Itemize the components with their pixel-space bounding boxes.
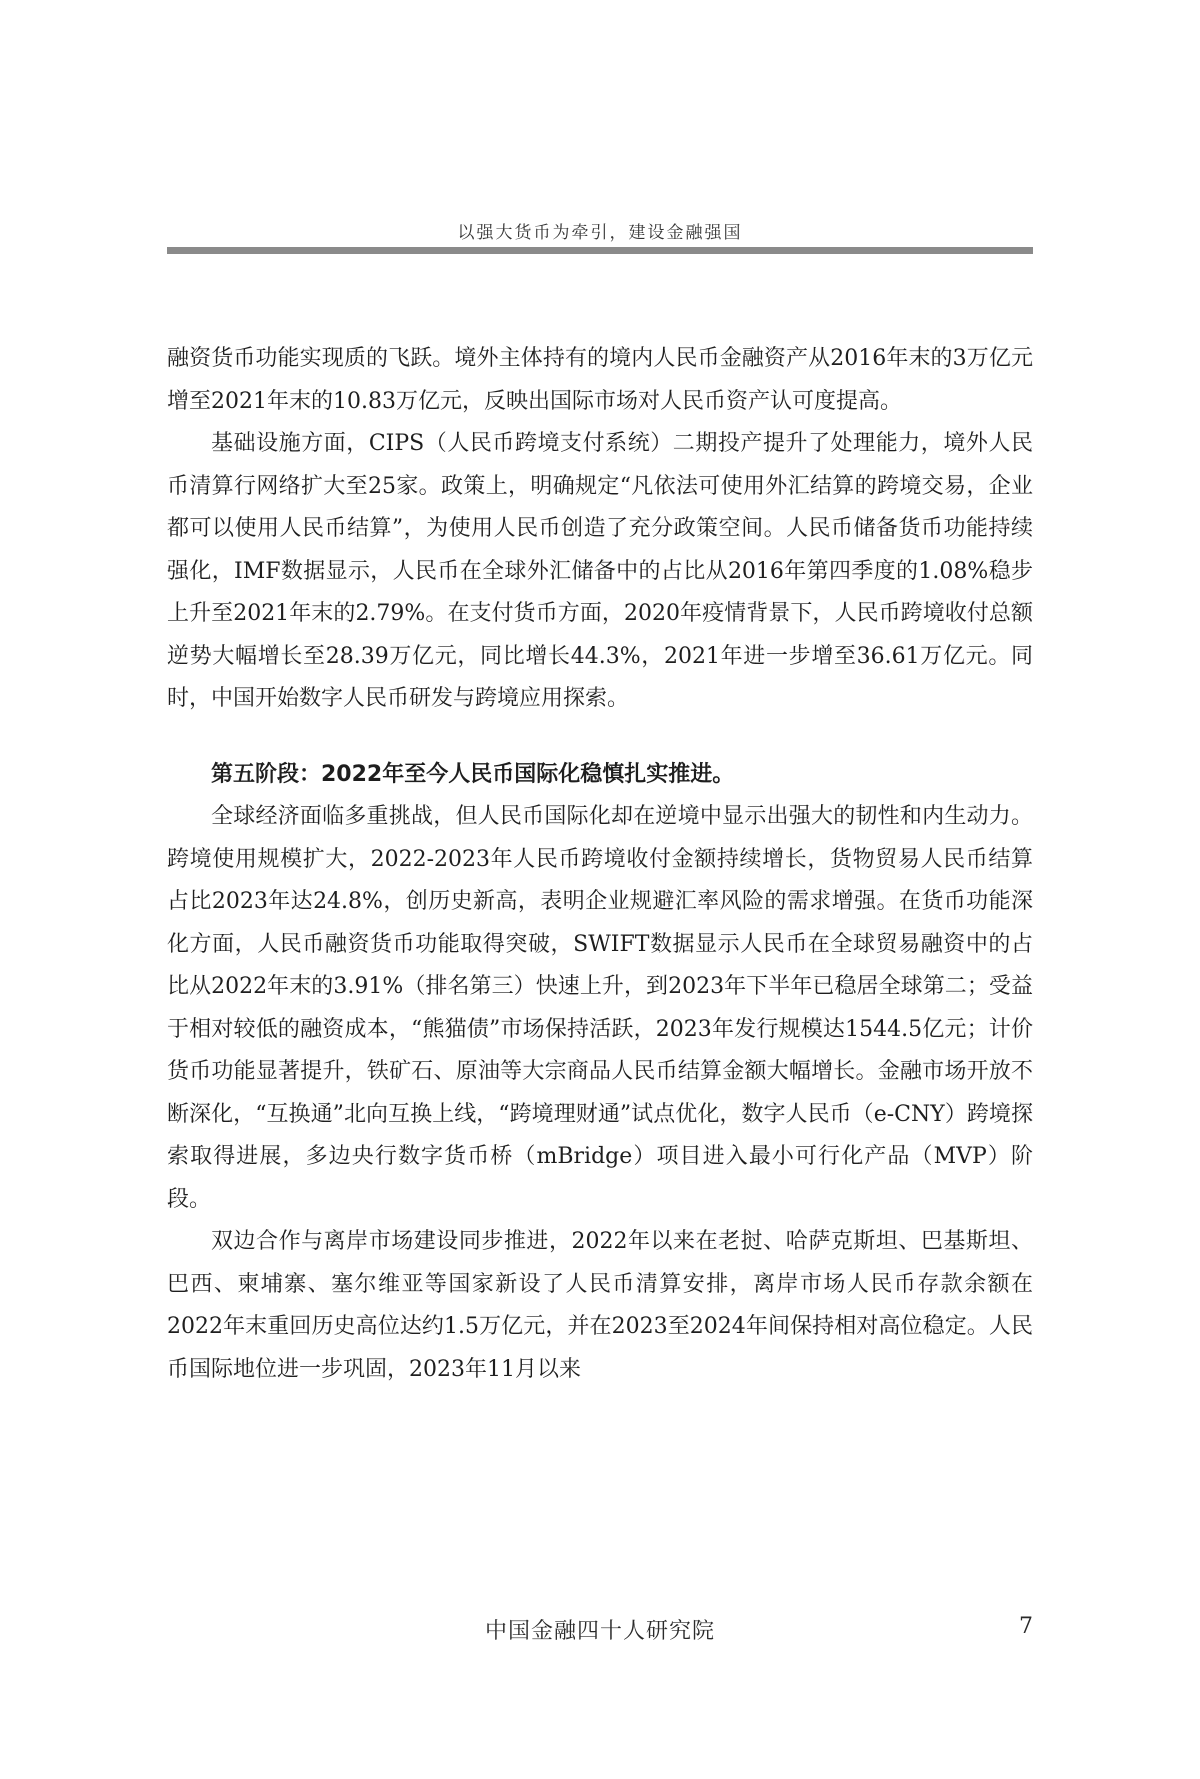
paragraph-bilateral-cooperation: 双边合作与离岸市场建设同步推进，2022年以来在老挝、哈萨克斯坦、巴基斯坦、巴西、柬埔寨、塞尔维亚等国家新设了人民币清算安排，离岸市场人民币存款余额在2022年末重回历史高位达约1.5万亿元，并在2023至2024年间保持相对高位稳定。人民币国际地位进一步巩固，2023年11月以来 [167, 1229, 1033, 1382]
paragraph-infrastructure: 基础设施方面，CIPS（人民币跨境支付系统）二期投产提升了处理能力，境外人民币清算行网络扩大至25家。政策上，明确规定“凡依法可使用外汇结算的跨境交易，企业都可以使用人民币结算”，为使用人民币创造了充分政策空间。人民币储备货币功能持续强化，IMF数据显示，人民币在全球外汇储备中的占比从2016年第四季度的1.08%稳步上升至2021年末的2.79%。在支付货币方面，2020年疫情背景下，人民币跨境收付总额逆势大幅增长至28.39万亿元，同比增长44.3%，2021年进一步增至36.61万亿元。同时，中国开始数字人民币研发与跨境应用探索。 [167, 431, 1033, 711]
running-header: 以强大货币为牵引，建设金融强国 [457, 223, 743, 243]
paragraph-global-challenges: 全球经济面临多重挑战，但人民币国际化却在逆境中显示出强大的韧性和内生动力。跨境使用规模扩大，2022-2023年人民币跨境收付金额持续增长，货物贸易人民币结算占比2023年达24.8%，创历史新高，表明企业规避汇率风险的需求增强。在货币功能深化方面，人民币融资货币功能取得突破，SWIFT数据显示人民币在全球贸易融资中的占比从2022年末的3.91%（排名第三）快速上升，到2023年下半年已稳居全球第二；受益于相对较低的融资成本，“熊猫债”市场保持活跃，2023年发行规模达1544.5亿元；计价货币功能显著提升，铁矿石、原油等大宗商品人民币结算金额大幅增长。金融市场开放不断深化，“互换通”北向互换上线，“跨境理财通”试点优化，数字人民币（e-CNY）跨境探索取得进展，多边央行数字货币桥（mBridge）项目进入最小可行化产品（MVP）阶段。 [167, 804, 1033, 1212]
page-number: 7 [1019, 1614, 1033, 1639]
body-text [167, 338, 1033, 1391]
header-divider [167, 247, 1033, 254]
paragraph-continuation: 融资货币功能实现质的飞跃。境外主体持有的境内人民币金融资产从2016年末的3万亿元增至2021年末的10.83万亿元，反映出国际市场对人民币资产认可度提高。 [167, 346, 1033, 414]
section-heading: 第五阶段：2022年至今人民币国际化稳慎扎实推进。 [211, 761, 735, 787]
footer-source: 中国金融四十人研究院 [484, 1619, 715, 1644]
